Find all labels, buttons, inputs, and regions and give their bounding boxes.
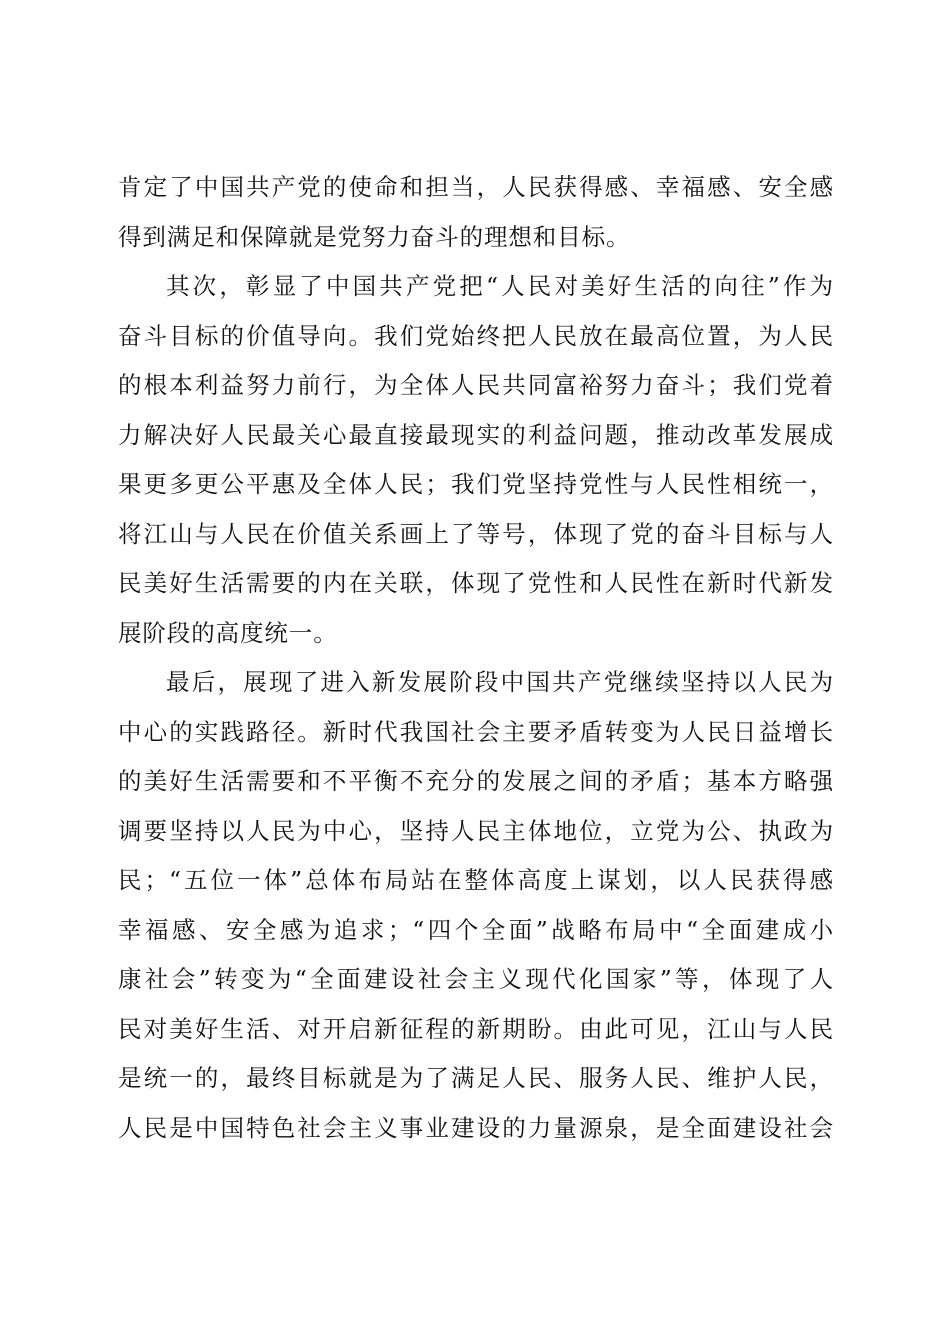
paragraph-2 bbox=[118, 262, 834, 658]
text-line: 人民是中国特色社会主义事业建设的力量源泉，是全面建设社会 bbox=[118, 1113, 834, 1142]
text-line: 其次，彰显了中国共产党把“人民对美好生活的向往”作为 bbox=[166, 272, 834, 300]
paragraph-3 bbox=[118, 658, 834, 1153]
text-line: 是统一的，最终目标就是为了满足人民、服务人民、维护人民， bbox=[118, 1064, 834, 1092]
paragraph-continuation bbox=[118, 163, 834, 262]
text-line: 力解决好人民最关心最直接最现实的利益问题，推动改革发展成 bbox=[118, 420, 834, 449]
text-line: 民美好生活需要的内在关联，体现了党性和人民性在新时代新发 bbox=[118, 569, 834, 597]
text-line: 展阶段的高度统一。 bbox=[118, 618, 338, 647]
text-line: 中心的实践路径。新时代我国社会主要矛盾转变为人民日益增长 bbox=[118, 717, 834, 746]
text-line: 幸福感、安全感为追求；“四个全面”战略布局中“全面建成小 bbox=[118, 915, 834, 944]
text-line: 奋斗目标的价值导向。我们党始终把人民放在最高位置，为人民 bbox=[118, 321, 834, 350]
text-line: 民对美好生活、对开启新征程的新期盼。由此可见，江山与人民 bbox=[118, 1014, 834, 1043]
text-line: 的美好生活需要和不平衡不充分的发展之间的矛盾；基本方略强 bbox=[118, 767, 834, 795]
text-line: 民；“五位一体”总体布局站在整体高度上谋划，以人民获得感 bbox=[118, 866, 834, 894]
text-line: 的根本利益努力前行，为全体人民共同富裕努力奋斗；我们党着 bbox=[118, 371, 834, 399]
text-line: 将江山与人民在价值关系画上了等号，体现了党的奋斗目标与人 bbox=[118, 519, 834, 548]
text-line: 调要坚持以人民为中心，坚持人民主体地位，立党为公、执政为 bbox=[118, 816, 834, 845]
text-line: 康社会”转变为“全面建设社会主义现代化国家”等，体现了人 bbox=[118, 965, 834, 993]
text-line: 肯定了中国共产党的使命和担当，人民获得感、幸福感、安全感 bbox=[118, 173, 834, 201]
text-line: 得到满足和保障就是党努力奋斗的理想和目标。 bbox=[118, 222, 631, 251]
text-line: 最后，展现了进入新发展阶段中国共产党继续坚持以人民为 bbox=[166, 668, 834, 696]
text-line: 果更多更公平惠及全体人民；我们党坚持党性与人民性相统一， bbox=[118, 470, 834, 498]
body-text bbox=[118, 163, 834, 1153]
